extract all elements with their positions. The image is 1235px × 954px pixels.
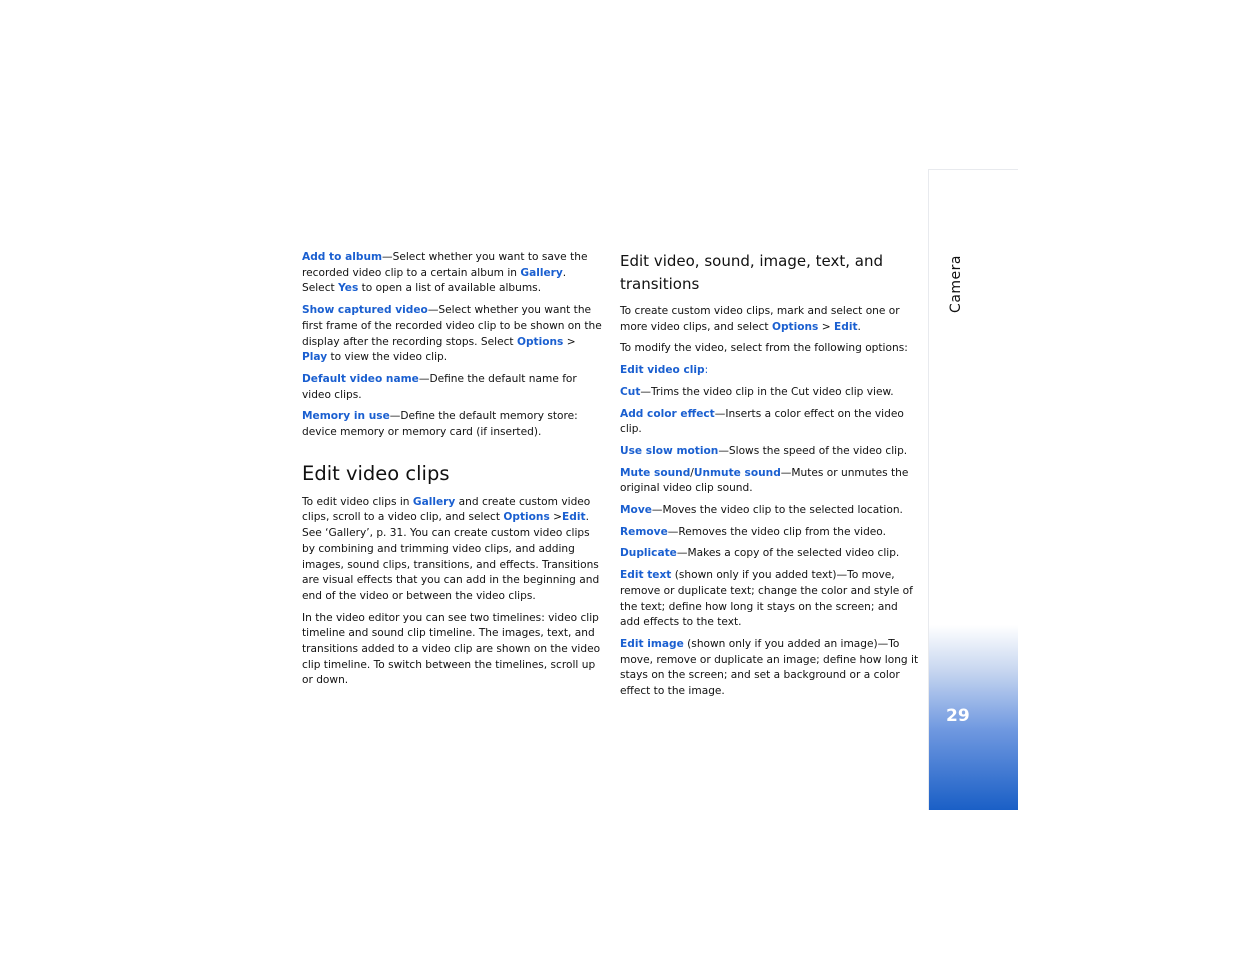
paragraph-create-intro [620, 304, 920, 335]
text: To edit video clips in [302, 495, 413, 508]
heading-edit-video-clips: Edit video clips [302, 461, 450, 485]
option-edit-image [620, 637, 920, 700]
kw-gallery: Gallery [520, 266, 563, 279]
section-label-text: Camera [948, 255, 964, 313]
text: —Inserts a color effect on the video clip. [620, 407, 904, 436]
option-mute-sound [620, 466, 920, 497]
option-remove [620, 525, 920, 541]
text: —Slows the speed of the video clip. [718, 444, 908, 457]
paragraph-edit-intro [302, 495, 602, 605]
paragraph-timelines: In the video editor you can see two timelines: video clip timeline and sound clip timeline. The images, text, and transitions added to a video clip are shown on the video clip timeline. To switch between the timelines, scroll up or down. [302, 611, 601, 687]
kw-gallery: Gallery [412, 495, 456, 508]
text: (shown only if you added an image)—To move, remove or duplicate an image; define how long it stays on the screen; and set a background or a color effect to the image. [620, 637, 919, 698]
page-number: 29 [946, 706, 970, 726]
option-edit-text [620, 568, 920, 631]
text: / [690, 466, 694, 479]
subheading-edit-video-clip [620, 363, 920, 379]
option-add-color-effect [620, 407, 920, 438]
option-duplicate [620, 546, 920, 562]
text: To create custom video clips, mark and select one or more video clips, and select [620, 305, 900, 333]
text: —Trims the video clip in the Cut video clip view. [640, 385, 894, 398]
text: to open a list of available albums. [358, 282, 542, 295]
colon: : [704, 364, 709, 377]
left-column [302, 250, 602, 695]
text: . Select [302, 266, 567, 295]
setting-memory-in-use [302, 409, 602, 440]
kw-yes: Yes [338, 282, 359, 295]
setting-add-to-album [302, 250, 602, 297]
text: —Removes the video clip from the video. [667, 525, 886, 538]
text: —Select whether you want to save the recorded video clip to a certain album in [302, 251, 588, 279]
option-cut [620, 385, 920, 401]
setting-show-captured-video [302, 303, 602, 366]
right-column [620, 250, 920, 706]
kw-play: Play [302, 351, 328, 364]
section-label [930, 255, 982, 315]
kw-duplicate: Duplicate [620, 547, 677, 560]
kw-edit: Edit [834, 320, 858, 333]
kw-mute-sound: Mute sound [620, 466, 691, 479]
kw-add-to-album: Add to album [302, 251, 383, 263]
kw-cut: Cut [620, 385, 641, 398]
text: —Define the default name for video clips. [302, 372, 577, 401]
kw-add-color-effect: Add color effect [620, 407, 715, 420]
text: > [563, 335, 576, 348]
text: —Define the default memory store: device memory or memory card (if inserted). [302, 410, 578, 439]
kw-options: Options [771, 320, 819, 333]
paragraph-modify: To modify the video, select from the following options: [620, 342, 908, 355]
text: —Select whether you want the first frame of the recorded video clip to be shown on the display after the recording stops. Select [302, 304, 602, 348]
kw-unmute-sound: Unmute sound [693, 466, 781, 479]
kw-default-video-name: Default video name [302, 372, 419, 385]
kw-move: Move [620, 504, 652, 517]
kw-edit-video-clip: Edit video clip [620, 364, 705, 377]
text: and create custom video clips, scroll to a video clip, and select [302, 495, 591, 524]
text: —Moves the video clip to the selected location. [651, 504, 903, 517]
text: to view the video clip. [327, 351, 448, 364]
option-use-slow-motion [620, 444, 920, 460]
text: —Makes a copy of the selected video clip. [676, 547, 900, 560]
kw-edit: Edit [562, 511, 586, 524]
kw-show-captured-video: Show captured video [302, 304, 428, 317]
text: (shown only if you added text)—To move, remove or duplicate text; change the color and style of the text; define how long it stays on the screen; and add effects to the text. [620, 569, 913, 629]
text: > [818, 320, 834, 333]
kw-use-slow-motion: Use slow motion [620, 444, 719, 457]
text: . See ‘Gallery’, p. 31. You can create custom video clips by combining and trimming video clips, and adding images, sound clips, transitions, and effects. Transitions are visual effects that you can add in the beginning and end of the video or between the video clips. [302, 511, 600, 602]
kw-edit-image: Edit image [620, 637, 684, 650]
text: . [857, 320, 861, 333]
heading-edit-transitions: Edit video, sound, image, text, and transitions [620, 252, 884, 293]
kw-edit-text: Edit text [620, 569, 672, 582]
text: > [549, 511, 563, 524]
text: —Mutes or unmutes the original video clip sound. [620, 466, 909, 495]
kw-options: Options [516, 335, 564, 348]
kw-options: Options [503, 511, 550, 524]
kw-memory-in-use: Memory in use [302, 410, 390, 423]
setting-default-video-name [302, 372, 602, 403]
option-move [620, 503, 920, 519]
kw-remove: Remove [620, 525, 668, 538]
